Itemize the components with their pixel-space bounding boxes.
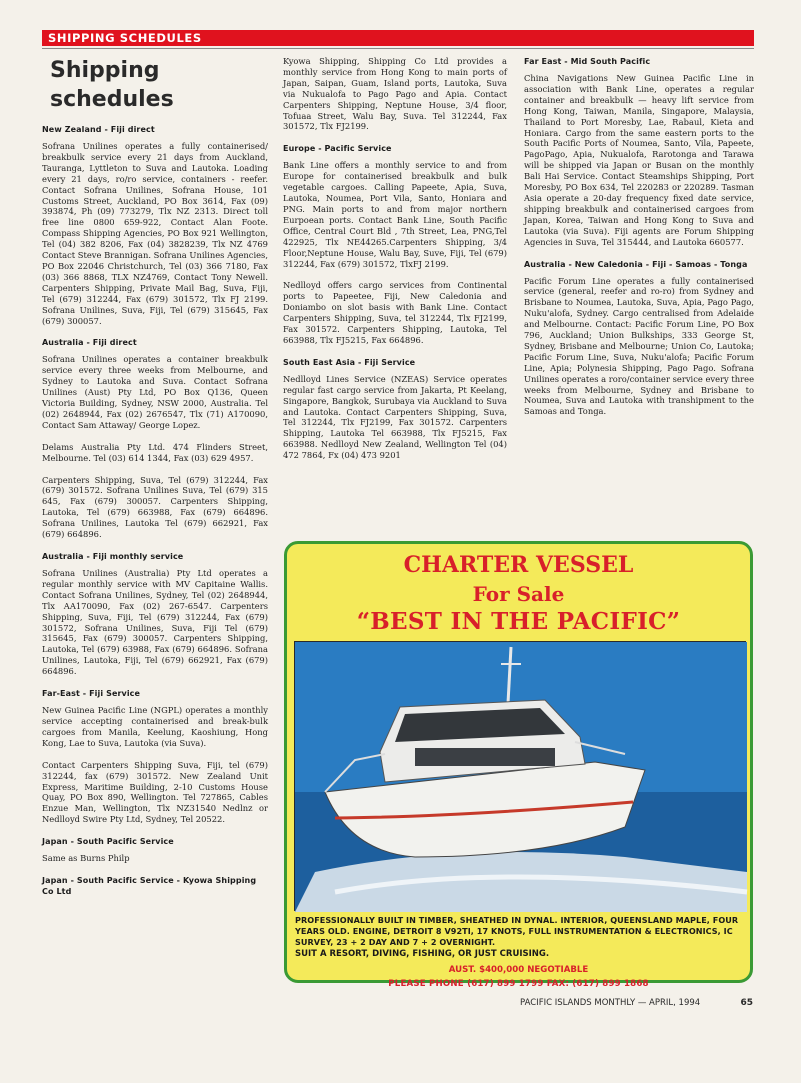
section-heading: Australia - Fiji monthly service xyxy=(42,552,184,561)
section-heading: Far-East - Fiji Service xyxy=(42,689,141,699)
section-heading: Australia - New Caledonia - Fiji - Samoas - Tonga xyxy=(524,259,748,269)
ad-description: PROFESSIONALLY BUILT IN TIMBER, SHEATHED IN DYNAL. INTERIOR, QUEENSLAND MAPLE, FOUR YEARS OLD. ENGINE, DETROIT 8 V92TI, 17 KNOTS, FULL INSTRUMENTATION & ELECTRONICS, IC SURVEY, 23 + 2 DAY AND 7 + 2 OVERNIGHT. xyxy=(295,915,739,947)
section-bar xyxy=(42,30,754,46)
section-heading: Europe - Pacific Service xyxy=(283,144,392,154)
paragraph: Sofrana Unilines operates a fully containerised/ breakbulk service every 21 days from Auckland, Tauranga, Lyttleton to Suva and Lautoka. Loading every 21 days, ro/ro service, containers - reefer. Contact Sofrana Unilines, Sofrana House, 101 Customs Street, Auckland, PO Box 3614, Fax (09) 393874, Ph (09) 773279, Tlx NZ 2313. Direct toll free line 0800 659-922, Contact Alan Foote. Compass Shipping Agencies, PO Box 921 Wellington, Tel (04) 382 8206, Fax (04) 3828239, Tlx NZ 4769 Contact Steve Brannigan. Sofrana Unilines Agencies, PO Box 22046 Christchurch, Tel (03) 366 7180, Fax (03) 366 8868, TLX NZ4769, Contact Tony Newell. Carpenters Shipping, Private Mail Bag, Suva, Fiji, Tel (679) 312244, Fax (679) 301572, Tlx FJ 2199. Sofrana Unilines, Suva, Fiji, Tel (679) 315645, Fax (679) 300057. xyxy=(42,141,268,326)
section-heading: Far East - Mid South Pacific xyxy=(524,57,651,66)
ad-suitability: SUIT A RESORT, DIVING, FISHING, OR JUST CRUISING. xyxy=(295,949,550,959)
ad-tagline: “BEST IN THE PACIFIC” xyxy=(356,608,681,635)
charter-boat-photo xyxy=(294,641,746,911)
title-line-1: Shipping xyxy=(50,58,160,83)
ad-subheadline: For Sale xyxy=(472,582,565,606)
column-2 xyxy=(283,56,507,472)
paragraph: Nedlloyd offers cargo services from Continental ports to Papeetee, Fiji, New Caledonia and Doniambo on slot basis with Bank Line. Contact Carpenters Shipping, Suva, tel 312244, Tlx FJ2199, Fax 301572. Carpenters Shipping, Lautoka, Tel 663988, Tlx FJ5215, Fax 664896. xyxy=(283,280,507,345)
paragraph: Carpenters Shipping, Suva, Tel (679) 312244, Fax (679) 301572. Sofrana Unilines Suva, Tel (679) 315 645, Fax (679) 300057. Carpenters Shipping, Lautoka, Tel (679) 663988, Fax (679) 664896. Sofrana Unilines, Lautoka Tel (679) 662921, Fax (679) 664896. xyxy=(42,474,268,540)
page-title xyxy=(50,56,268,114)
section-heading: Australia - Fiji direct xyxy=(42,338,137,348)
column-1 xyxy=(42,56,268,903)
paragraph: Bank Line offers a monthly service to and from Europe for containerised breakbulk and bulk vegetable cargoes. Calling Papeete, Apia, Suva, Lautoka, Noumea, Port Vila, Santo, Honiara and PNG. Main ports to and from major northern Eurpoean ports. Contact Bank Line, South Pacific Office, Central Court Bld , 7th Street, Lea, PNG,Tel 422925, Tlx NE44265.Carpenters Shipping, 3/4 Floor,Neptune House, Walu Bay, Suve, Fiji, Tel (679) 312244, Fax (679) 301572, TlxFJ 2199. xyxy=(283,160,507,269)
ad-headline: CHARTER VESSEL xyxy=(403,552,634,578)
section-heading: Japan - South Pacific Service - Kyowa Shipping Co Ltd xyxy=(42,876,257,897)
boat-for-sale-advertisement xyxy=(284,541,753,989)
page-number: 65 xyxy=(740,998,753,1008)
section-heading: Japan - South Pacific Service xyxy=(42,837,174,847)
paragraph: Kyowa Shipping, Shipping Co Ltd provides a monthly service from Hong Kong to main ports of Japan, Saipan, Guam, Island ports, Lautoka, Suva via Nukualofa to Pago Pago and Apia. Contact Carpenters Shipping, Neptune House, 3/4 floor, Tofuaa Street, Walu Bay, Suva. Tel 312244, Fax 301572, Tlx FJ2199. xyxy=(283,56,507,132)
paragraph: Same as Burns Philp xyxy=(42,853,130,864)
ad-price: AUST. $400,000 NEGOTIABLE xyxy=(448,965,589,975)
column-3 xyxy=(524,56,754,428)
paragraph: New Guinea Pacific Line (NGPL) operates a monthly service accepting containerised and break-bulk cargoes from Manila, Keelung, Kaoshiung, Hong Kong, Lae to Suva, Lautoka (via Suva). xyxy=(42,705,268,748)
paragraph: Sofrana Unilines operates a container breakbulk service every three weeks from Melbourne, and Sydney to Lautoka and Suva. Contact Sofrana Unilines (Aust) Pty Ltd, PO Box Q136, Queen Victoria Building, Sydney, NSW 2000, Australia. Tel (02) 2648944, Fax (02) 2676547, Tlx (71) A170090, Contact Sam Attaway/ George Lopez. xyxy=(42,354,268,430)
section-heading: New Zealand - Fiji direct xyxy=(42,125,155,134)
header-rule xyxy=(42,48,754,49)
paragraph: China Navigations New Guinea Pacific Line in association with Bank Line, operates a regular container and breakbulk — heavy lift service from Hong Kong, Taiwan, Manila, Singapore, Malaysia, Thailand to Port Moresby, Lae, Rabaul, Kieta and Honiara. Cargo from the same eastern ports to the South Pacific Ports of Noumea, Santo, Vila, Papeete, PagoPago, Apia, Nukualofa, Rarotonga and Tarawa will be shipped via Japan or Busan on the monthly Bali Hai Service. Contact Steamships Shipping, Port Moresby, PO Box 634, Tel 220283 or 220289. Tasman Asia operate a 20-day frequency fixed date service, shipping breakbulk and containerised cargoes from Japan, Korea, Taiwan and Hong Kong to Suva and Lautoka (via Suva). Fiji agents are Forum Shipping Agencies in Suva, Tel 315444, and Lautoka 660577. xyxy=(524,73,754,247)
paragraph: Delams Australia Pty Ltd. 474 Flinders Street, Melbourne. Tel (03) 614 1344, Fax (03) 629 4957. xyxy=(42,441,268,463)
paragraph: Pacific Forum Line operates a fully containerised service (general, reefer and ro-ro) from Sydney and Brisbane to Noumea, Lautoka, Suva, Apia, Pago Pago, Nuku'alofa, Sydney. Cargo centralised from Adelaide and Melbourne. Contact: Pacific Forum Line, PO Box 796, Auckland; Union Bulkships, 333 George St, Sydney, Brisbane and Melbourne; Union Co, Lautoka; Pacific Forum Line, Suva, Nuku'alofa; Pacific Forum Line, Apia; Polynesia Shipping, Pago Pago. Sofrana Unilines operates a roro/container service every three weeks from Melbourne, Sydney and Brisbane to Noumea, Suva and Lautoka with transhipment to the Samoas and Tonga. xyxy=(524,275,755,417)
section-heading: South East Asia - Fiji Service xyxy=(283,357,416,367)
section-label: SHIPPING SCHEDULES xyxy=(48,31,202,45)
ad-phone: PLEASE PHONE (617) 899 1799 FAX: (617) 899 1868 xyxy=(388,979,649,989)
paragraph: Nedlloyd Lines Service (NZEAS) Service operates regular fast cargo service from Jakarta, Pt Keelang, Singapore, Bangkok, Surubaya via Auckland to Suva and Lautoka. Contact Carpenters Shipping, Suva, Tel 312244, Tlx FJ2199, Fax 301572. Carpenters Shipping, Lautoka Tel 663988, Tlx FJ5215, Fax 663988. Nedlloyd New Zealand, Wellington Tel (04) 472 7864, Fx (04) 473 9201 xyxy=(283,373,507,461)
title-line-2: schedules xyxy=(50,87,174,112)
paragraph: Contact Carpenters Shipping Suva, Fiji, tel (679) 312244, fax (679) 301572. New Zealand Unit Express, Maritime Building, 2-10 Customs House Quay, PO Box 890, Wellington. Tel 727865, Cables Enzue Man, Wellington, Tlx NZ31540 Nedlnz or Nedlloyd Swire Pty Ltd, Sydney, Tel 20522. xyxy=(42,759,268,825)
publication-line: PACIFIC ISLANDS MONTHLY — APRIL, 1994 xyxy=(520,998,701,1008)
paragraph: Sofrana Unilines (Australia) Pty Ltd operates a regular monthly service with MV Capitaine Wallis. Contact Sofrana Unilines, Sydney, Tel (02) 2648944, Tlx AA170090, Fax (02) 267-6547. Carpenters Shipping, Suva, Fiji, Tel (679) 312244, Fax (679) 301572, Sofrana Unilines, Suva, Fiji Tel (679) 315645, Fax (679) 300057. Carpenters Shipping, Lautoka, Tel (679) 63988, Fax (679) 664896. Sofrana Unilines, Lautoka, Fiji, Tel (679) 662921, Fax (679) 664896. xyxy=(42,568,268,677)
